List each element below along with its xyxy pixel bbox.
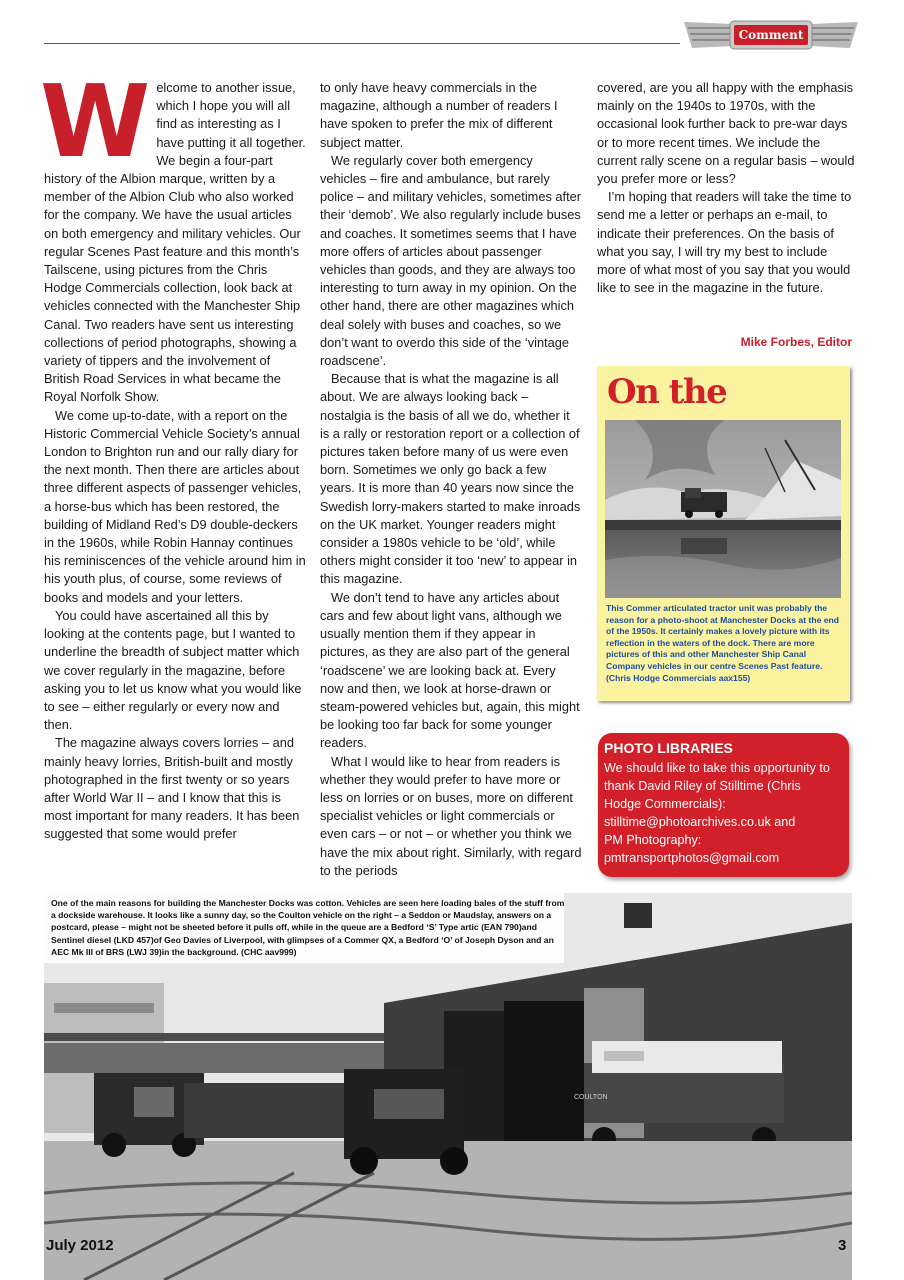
article-paragraph: What I would like to hear from readers is whether they would prefer to have more or less on lorries or on buses, more on different specialist vehicles or light commercials or even cars – or not – or whether you think we have the mix about right. Similarly, with regard to the periods [320,753,582,878]
cover-box-title: On the [607,372,727,412]
article-paragraph: The magazine always covers lorries – and mainly heavy lorries, British-built and mostly photographed in the first twenty or so years after World War II – and I know that this is most important for many readers. It has been suggested that some would prefer [44,735,300,842]
article-column-1 [40,63,306,844]
article-paragraph: You could have ascertained all this by looking at the contents page, but I wanted to underline the breadth of subject matter which we cover regularly in the magazine, before asking you to let us know what you would like to see – either regularly or every now and then. [44,607,302,733]
article-paragraph: Because that is what the magazine is all about. We are always looking back – nostalgia is the basis of all we do, whether it is a rally or restoration report or a collection of pictures taken before many of us were even born. Sometimes we only go back a few years. It is more than 40 years now since the Swedish lorry-makers started to make inroads on the UK market. Younger readers might consider a 1980s vehicle to be ‘old’, while others might consider it too ‘new’ to appear in this magazine. [320,371,581,587]
article-paragraph: to only have heavy commercials in the magazine, although a number of readers I have spoken to prefer the mix of different subject matter. [320,80,558,150]
article-paragraph: We don’t tend to have any articles about cars and few about light vans, although we usually mention them if they appear in pictures, as they are also part of the general ‘roadscene’ we are looking back at. Every now and then, we look at horse-drawn or steam-powered vehicles but, again, this might be looking too far back for some younger readers. [320,589,580,751]
on-the-cover-box [597,366,850,701]
header-rule [44,43,680,44]
photo-libraries-heading: PHOTO LIBRARIES [604,740,733,756]
lorry-sign: COULTON [574,1094,608,1101]
photo-libraries-text: We should like to take this opportunity to thank David Riley of Stilltime (Chris Hodge Commercials): [604,761,830,811]
docks-photo [44,893,852,1280]
editor-signature: Mike Forbes, Editor [740,335,852,349]
section-badge [682,18,860,52]
article-column-2 [320,79,582,880]
cover-caption: This Commer articulated tractor unit was probably the reason for a photo-shoot at Manchester Docks at the end of the 1950s. It certainly makes a lovely picture with its reflection in the waters of the dock. There are more pictures of this and other Manchester Ship Canal Company vehicles in our centre Scenes Past feature. (Chris Hodge Commercials aax155) [606,603,840,683]
article-paragraph: I’m hoping that readers will take the time to send me a letter or perhaps an e-mail, to indicate their preferences. On the basis of what you say, I will try my best to include more of what most of you say that you would like to see in the magazine in the future. [597,189,852,296]
article-paragraph: We regularly cover both emergency vehicles – fire and ambulance, but rarely police – and military vehicles, sometimes after their ‘demob’. We also regularly include buses and coaches. It sometimes seems that I have more offers of articles about passenger vehicles than goods, and they are always too interesting to turn away in my opinion. On the other hand, there are other magazines which deal solely with buses and coaches, so we don’t want to overdo this side of the ‘vintage roadscene’. [320,152,582,369]
cover-photo-image [605,420,841,598]
photo-libraries-box [598,733,849,877]
article-column-3 [597,79,855,297]
pm-photography-email: pmtransportphotos@gmail.com [604,851,780,865]
page-number: 3 [838,1237,847,1254]
article-paragraph: We come up-to-date, with a report on the Historic Commercial Vehicle Society’s annual London to Brighton run and our rally diary for the next month. Then there are articles about three different aspects of passenger vehicles, a horse-bus which has been restored, the building of Midland Red’s D9 double-deckers in the 1960s, while Robin Hannay continues his reminiscences of the vehicle around him in his youth plus, of course, some reviews of books and models and your letters. [44,407,306,605]
article-paragraph: Welcome to another issue, which I hope you will all find as interesting as I have putting it all together. [40,63,306,180]
photo-libraries-text-2: PM Photography: [604,833,702,847]
article-paragraph: covered, are you all happy with the emphasis mainly on the 1940s to 1970s, with the occasional look further back to pre-war days or to more recent times. We include the current rally scene on a regular basis – would you prefer more or less? [597,80,855,187]
cover-photo [605,420,841,598]
stilltime-email: stilltime@photoarchives.co.uk and [604,815,796,829]
issue-date: July 2012 [46,1237,114,1254]
article-paragraph: We begin a four-part history of the Albion marque, written by a member of the Albion Club who also worked for the company. We have the usual articles on both emergency and military vehicles. Our regular Scenes Past feature and this month’s Tailscene, using pictures from the Chris Hodge Commercials collection, look back at vehicles connected with the Manchester Ship Canal. Two readers have sent us interesting collections of period photographs, showing a variety of tippers and the involvement of British Road Services in what became the Royal Norfolk Show. [44,152,301,405]
drop-cap: W [40,63,151,180]
photo-caption: One of the main reasons for building the Manchester Docks was cotton. Vehicles are seen here loading bales of the stuff from a dockside warehouse. It looks like a sunny day, so the Coulton vehicle on the right – a Seddon or Maudslay, answers on a postcard, please – might not be sheeted before it pulls off, while in the queue are a Bedford ‘S’ Type artic (EAN 790)and Sentinel diesel (LKD 457)of Geo Davies of Liverpool, with glimpses of a Commer QX, a Bedford ‘O’ of Joseph Dyson and an AEC Mk III of BRS (LWJ 39)in the background. (CHC aav999) [51,898,565,957]
section-label: Comment [738,28,804,42]
